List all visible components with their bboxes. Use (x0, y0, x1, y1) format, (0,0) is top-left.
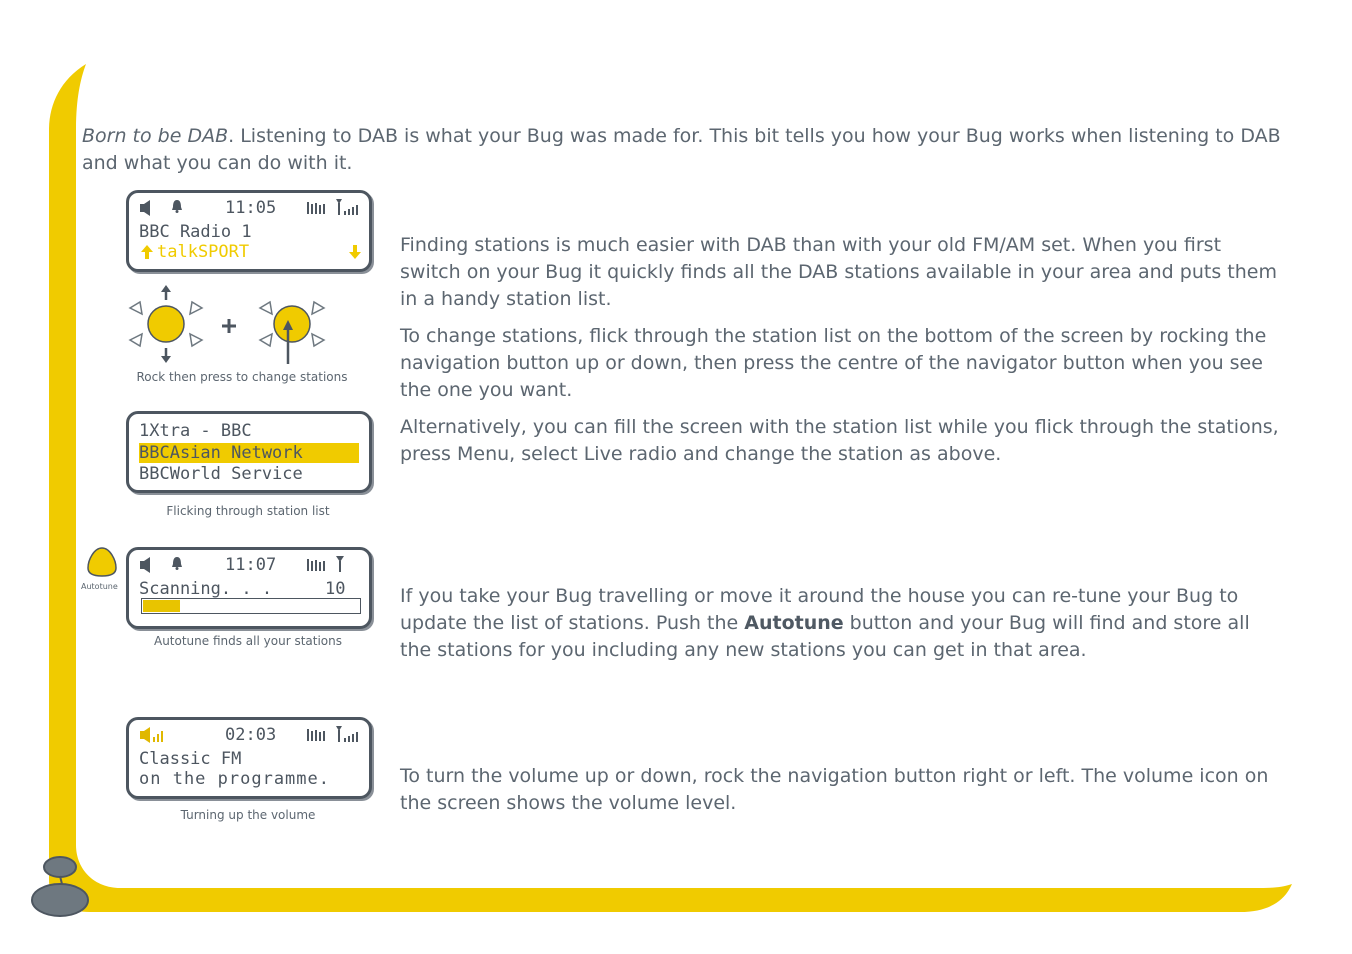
intro-paragraph (82, 123, 1282, 177)
volume-icon (139, 557, 153, 573)
intro-text: . Listening to DAB is what your Bug was made for. This bit tells you how your Bug works when listening to DAB and what you can do with it. (82, 125, 1281, 174)
station-list-item: BBCWorld Service (139, 464, 303, 484)
station-name: Classic FM (139, 749, 242, 769)
navigator-button-press (260, 302, 324, 364)
station-list-item: 1Xtra - BBC (139, 421, 252, 441)
signal-strength-icon (335, 198, 361, 216)
antenna-icon (335, 555, 347, 573)
clock-time: 02:03 (225, 725, 277, 745)
plus-icon (222, 319, 236, 333)
autotune-button-icon (86, 546, 118, 578)
signal-quality-icon (307, 728, 329, 742)
signal-strength-icon (335, 725, 361, 743)
clock-time: 11:05 (225, 198, 277, 218)
retune-text-b: button and your Bug will find and store all the stations for you including any new stations you can get in that area. (400, 612, 1250, 661)
autotune-button-label: Autotune (81, 582, 118, 591)
navigator-caption: Rock then press to change stations (136, 370, 348, 384)
scan-progress-fill (143, 600, 180, 612)
display-now-playing (126, 190, 372, 272)
change-stations-paragraph: To change stations, flick through the station list on the bottom of the screen by rocking the navigation button up or down, then press the centre of the navigator button when you see the one you want. (400, 325, 1267, 401)
retune-paragraph (400, 583, 1280, 664)
display-volume (126, 717, 372, 799)
next-station-name: talkSPORT (157, 242, 250, 262)
scrolling-text: on the programme. (139, 769, 330, 789)
page-tab-icon (30, 854, 92, 918)
arrow-down-icon (349, 245, 361, 259)
retune-text-a: If you take your Bug travelling or move it around the house you can re-tune your Bug to update the list of stations. Push the (400, 585, 1239, 634)
navigator-illustration (126, 284, 336, 366)
station-name: BBC Radio 1 (139, 222, 252, 242)
scanning-text: Scanning. . . (139, 579, 273, 599)
scan-progress-bar (141, 598, 361, 614)
scanning-caption: Autotune finds all your stations (153, 634, 342, 648)
signal-quality-icon (307, 558, 329, 572)
volume-level-icon (139, 727, 167, 743)
alarm-bell-icon (171, 556, 183, 570)
alarm-bell-icon (171, 199, 183, 213)
navigator-button-rock (130, 285, 202, 363)
station-list-caption: Flicking through station list (166, 504, 330, 518)
finding-stations-paragraph: Finding stations is much easier with DAB than with your old FM/AM set. When you first switch on your Bug it quickly finds all the DAB stations available in your area and puts them in a handy station list. (400, 234, 1277, 310)
display-scanning (126, 547, 372, 629)
scan-count: 10 (325, 579, 346, 599)
volume-paragraph: To turn the volume up or down, rock the navigation button right or left. The volume icon on the screen shows the volume level. (400, 765, 1269, 814)
arrow-up-icon (141, 245, 153, 259)
retune-autotune-bold: Autotune (744, 612, 844, 634)
volume-icon (139, 200, 153, 216)
clock-time: 11:07 (225, 555, 277, 575)
intro-lead: Born to be DAB (82, 125, 229, 147)
display-station-list (126, 411, 372, 493)
signal-quality-icon (307, 201, 329, 215)
alternative-paragraph: Alternatively, you can fill the screen with the station list while you flick through the stations, press Menu, select Live radio and change the station as above. (400, 416, 1279, 465)
volume-caption: Turning up the volume (180, 808, 316, 822)
station-list-item-selected: BBCAsian Network (139, 443, 359, 463)
